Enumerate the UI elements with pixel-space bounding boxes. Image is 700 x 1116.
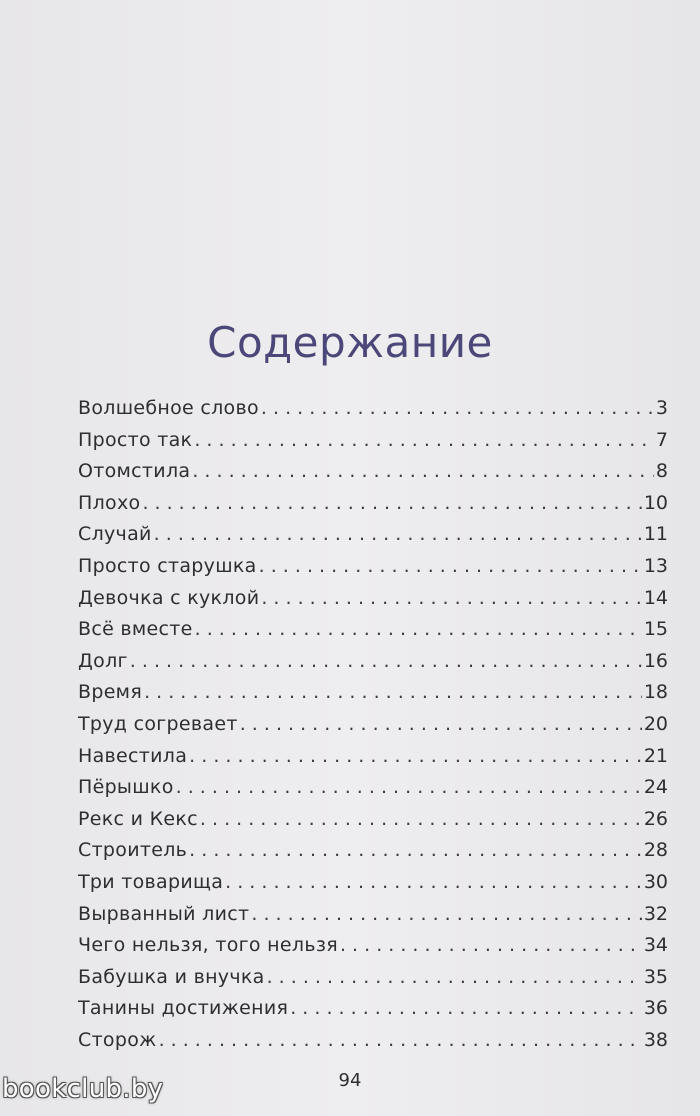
dot-leader	[189, 745, 642, 767]
dot-leader	[259, 555, 642, 577]
toc-entry	[78, 839, 668, 871]
dot-leader	[200, 808, 642, 830]
toc-entry-page: 8	[655, 460, 668, 483]
toc-entry-title: Просто так	[78, 428, 193, 451]
dot-leader	[142, 492, 641, 514]
toc-entry-title: Волшебное слово	[78, 397, 259, 419]
dot-leader	[189, 839, 642, 861]
dot-leader	[194, 429, 654, 451]
toc-entry	[78, 966, 668, 998]
toc-entry-page: 16	[643, 649, 668, 672]
toc-entry	[78, 650, 668, 682]
dot-leader	[261, 397, 654, 419]
toc-entry	[78, 997, 668, 1029]
dot-leader	[290, 997, 642, 1019]
toc-entry	[78, 745, 668, 777]
dot-leader	[251, 903, 641, 925]
toc-entry-page: 11	[643, 523, 668, 546]
page-title: Содержание	[207, 318, 493, 367]
toc-entry	[78, 555, 668, 587]
toc-entry-page: 21	[643, 744, 668, 767]
toc-entry-title: Плохо	[78, 491, 141, 514]
toc-entry-page: 24	[643, 776, 668, 799]
toc-entry-page: 3	[655, 397, 668, 419]
toc-entry	[78, 429, 668, 461]
toc-entry	[78, 460, 668, 492]
toc-entry	[78, 903, 668, 935]
toc-entry	[78, 713, 668, 745]
dot-leader	[240, 713, 642, 735]
toc-entry	[78, 871, 668, 903]
toc-entry-title: Случай	[78, 523, 152, 546]
toc-entry-page: 32	[643, 902, 668, 925]
toc-entry-title: Труд согревает	[78, 712, 238, 735]
toc-entry-page: 30	[643, 870, 668, 893]
toc-entry-page: 26	[643, 807, 668, 830]
toc-entry-title: Танины достижения	[78, 997, 289, 1020]
dot-leader	[130, 650, 642, 672]
toc-entry	[78, 587, 668, 619]
toc-entry-page: 34	[643, 934, 668, 957]
toc-entry-page: 10	[643, 491, 668, 514]
dot-leader	[154, 523, 642, 545]
toc-entry	[78, 934, 668, 966]
dot-leader	[267, 966, 642, 988]
dot-leader	[261, 587, 641, 609]
toc-entry-page: 20	[643, 712, 668, 735]
toc-entry	[78, 523, 668, 555]
toc-entry-page: 14	[643, 586, 668, 609]
toc-entry-page: 15	[643, 618, 668, 641]
toc-entry-title: Девочка с куклой	[78, 586, 260, 609]
toc-entry-page: 7	[655, 428, 668, 451]
dot-leader	[225, 871, 642, 893]
toc-entry-title: Долг	[78, 649, 128, 672]
watermark-logo: bookclub.by	[2, 1074, 164, 1104]
toc-entry	[78, 397, 668, 429]
toc-entry-title: Три товарища	[78, 870, 224, 893]
dot-leader	[144, 681, 642, 703]
toc-entry-title: Всё вместе	[78, 618, 193, 641]
toc-entry-title: Рекс и Кекс	[78, 807, 198, 830]
toc-entry-title: Строитель	[78, 839, 188, 862]
toc-entry-page: 18	[643, 681, 668, 704]
toc-entry-title: Просто старушка	[78, 554, 257, 577]
page-number: 94	[338, 1070, 362, 1091]
toc-entry	[78, 618, 668, 650]
dot-leader	[195, 618, 642, 640]
toc-entry	[78, 681, 668, 713]
toc-entry-page: 36	[643, 997, 668, 1020]
toc-entry-title: Бабушка и внучка	[78, 965, 265, 988]
toc-entry	[78, 808, 668, 840]
toc-entry	[78, 776, 668, 808]
toc-entry-page: 28	[643, 839, 668, 862]
dot-leader	[192, 460, 654, 482]
table-of-contents	[78, 397, 668, 1060]
toc-entry	[78, 492, 668, 524]
dot-leader	[159, 1029, 642, 1051]
toc-entry-title: Навестила	[78, 744, 188, 767]
dot-leader	[340, 934, 642, 956]
dot-leader	[176, 776, 642, 798]
toc-entry-title: Сторож	[78, 1028, 157, 1051]
toc-entry-page: 35	[643, 965, 668, 988]
toc-entry-title: Отомстила	[78, 460, 191, 483]
toc-entry-title: Время	[78, 681, 143, 704]
toc-entry	[78, 1029, 668, 1061]
toc-entry-page: 38	[643, 1028, 668, 1051]
toc-entry-page: 13	[643, 554, 668, 577]
toc-entry-title: Чего нельзя, того нельзя	[78, 934, 338, 957]
toc-entry-title: Пёрышко	[78, 776, 174, 799]
toc-entry-title: Вырванный лист	[78, 902, 250, 925]
